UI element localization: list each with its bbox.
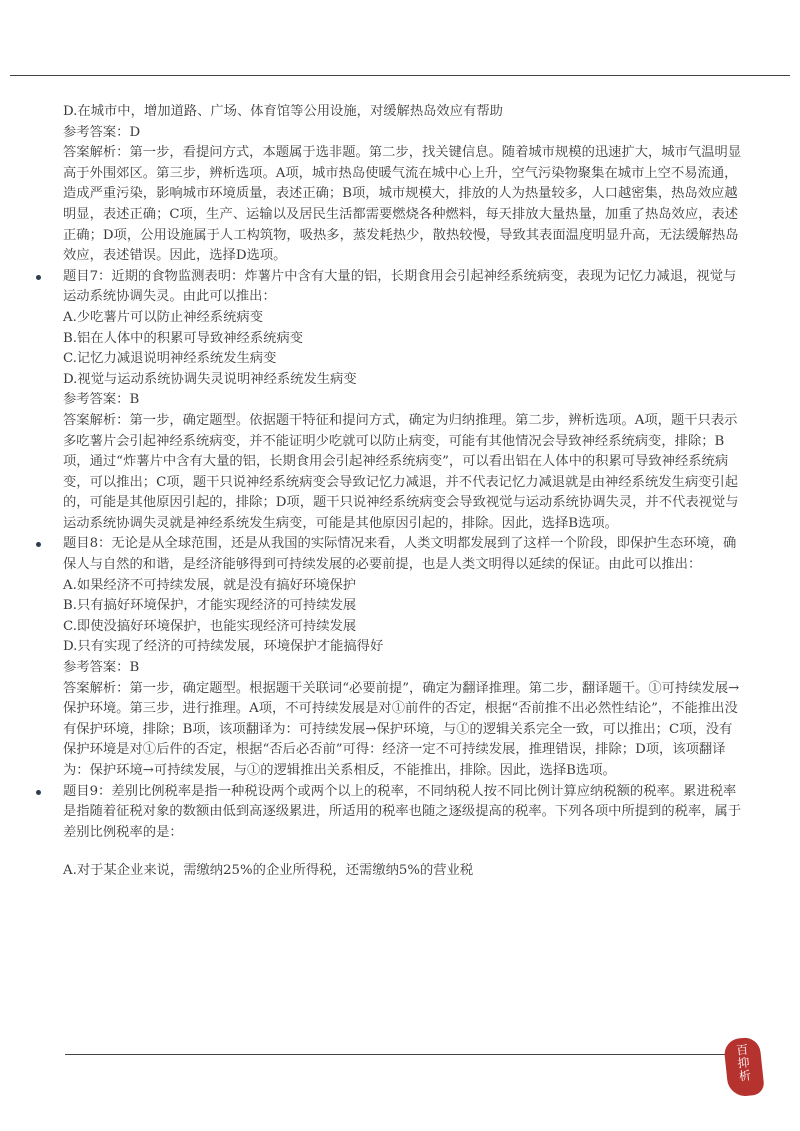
paragraph-text: D.在城市中，增加道路、广场、体育馆等公用设施，对缓解热岛效应有帮助 <box>63 104 503 119</box>
paragraph-text: A.如果经济不可持续发展，就是没有搞好环境保护 <box>63 577 357 593</box>
text-paragraph <box>63 308 743 329</box>
text-paragraph <box>63 596 743 617</box>
text-paragraph <box>63 658 743 679</box>
footer-rule <box>65 1054 725 1055</box>
text-paragraph <box>63 679 743 782</box>
text-paragraph <box>63 329 743 350</box>
question-stem <box>63 534 743 575</box>
document-body <box>63 102 743 882</box>
text-paragraph <box>63 123 743 144</box>
bullet-dot-icon <box>36 542 41 547</box>
paragraph-text: D.只有实现了经济的可持续发展，环境保护才能搞得好 <box>63 639 384 655</box>
text-paragraph <box>63 411 743 535</box>
question-stem <box>63 267 743 308</box>
text-paragraph <box>63 349 743 370</box>
seal-char: 抑 <box>736 1055 751 1071</box>
paragraph-text: 参考答案：B <box>63 392 140 408</box>
seal-char: 析 <box>738 1068 752 1084</box>
text-paragraph <box>63 576 743 597</box>
text-paragraph <box>63 390 743 411</box>
paragraph-text: D.视觉与运动系统协调失灵说明神经系统发生病变 <box>63 371 357 387</box>
seal-logo <box>723 1036 765 1097</box>
paragraph-text: 答案解析：第一步，确定题型。根据题干关联词“必要前提”，确定为翻译推理。第二步，翻译题干。①可持续发展→保护环境。第三步，进行推理。A项，不可持续发展是对①前件的否定，根据“否前推不出必然性结论”，不能推出没有保护环境，排除；B项，该项翻译为：可持续发展→保护环境，与①的逻辑关系完全一致，可以推出；C项，没有保护环境是对①后件的否定，根据“否后必否前”可得：经济一定不可持续发展，推理错误，排除；D项，该项翻译为：保护环境→可持续发展，与①的逻辑推出关系相反，不能推出，排除。因此，选择B选项。 <box>63 680 740 778</box>
text-paragraph <box>63 861 743 882</box>
text-paragraph <box>63 370 743 391</box>
text-paragraph <box>63 637 743 658</box>
paragraph-text: A.少吃薯片可以防止神经系统病变 <box>63 309 263 325</box>
question-stem <box>63 782 743 844</box>
paragraph-text: A.对于某企业来说，需缴纳25%的企业所得税，还需缴纳5%的营业税 <box>63 863 474 879</box>
paragraph-text: C.即使没搞好环境保护，也能实现经济可持续发展 <box>63 618 357 634</box>
bullet-dot-icon <box>36 275 41 280</box>
text-paragraph <box>63 617 743 638</box>
text-paragraph <box>63 143 743 267</box>
seal-char: 百 <box>735 1042 749 1058</box>
paragraph-text: 答案解析：第一步，确定题型。依据题干特征和提问方式，确定为归纳推理。第二步，辨析选项。A项，题干只表示多吃薯片会引起神经系统病变，并不能证明少吃就可以防止病变，可能有其他情况会导致神经系统病变，排除；B项，通过“炸薯片中含有大量的铝，长期食用会引起神经系统病变”，可以看出铝在人体中的积累可导致神经系统病变，可以推出；C项，题干只说神经系统病变会导致记忆力减退，并不代表记忆力减退就是由神经系统发生病变引起的，可能是其他原因引起的，排除；D项，题干只说神经系统病变会导致视觉与运动系统协调失灵，并不代表视觉与运动系统协调失灵就是神经系统发生病变，可能是其他原因引起的，排除。因此，选择B选项。 <box>63 412 739 531</box>
paragraph-text: 题目7：近期的食物监测表明：炸薯片中含有大量的铝，长期食用会引起神经系统病变，表现为记忆力减退，视觉与运动系统协调失灵。由此可以推出： <box>63 268 737 305</box>
bullet-dot-icon <box>36 790 41 795</box>
header-rule <box>10 75 790 76</box>
paragraph-text: B.铝在人体中的积累可导致神经系统病变 <box>63 330 304 346</box>
paragraph-text: 参考答案：B <box>63 660 140 676</box>
paragraph-text: C.记忆力减退说明神经系统发生病变 <box>63 351 277 367</box>
paragraph-text: 答案解析：第一步，看提问方式，本题属于选非题。第二步，找关键信息。随着城市规模的迅速扩大，城市气温明显高于外围郊区。第三步，辨析选项。A项，城市热岛使暖气流在城中心上升，空气污染物聚集在城市上空不易流通，造成严重污染，影响城市环境质量，表述正确；B项，城市规模大，排放的人为热量较多，人口越密集，热岛效应越明显，表述正确；C项，生产、运输以及居民生活都需要燃烧各种燃料，每天排放大量热量，加重了热岛效应，表述正确；D项，公用设施属于人工构筑物，吸热多，蒸发耗热少，散热较慢，导致其表面温度明显升高，无法缓解热岛效应，表述错误。因此，选择D选项。 <box>63 145 742 264</box>
paragraph-text: 参考答案：D <box>63 124 141 140</box>
paragraph-text: 题目8：无论是从全球范围，还是从我国的实际情况来看，人类文明都发展到了这样一个阶段，即保护生态环境，确保人与自然的和谐，是经济能够得到可持续发展的必要前提，也是人类文明得以延续的保证。由此可以推出： <box>63 536 737 573</box>
paragraph-text: B.只有搞好环境保护，才能实现经济的可持续发展 <box>63 598 357 614</box>
paragraph-text: 题目9：差别比例税率是指一种税设两个或两个以上的税率，不同纳税人按不同比例计算应纳税额的税率。累进税率是指随着征税对象的数额由低到高逐级累进，所适用的税率也随之逐级提高的税率。下列各项中所提到的税率，属于差别比例税率的是： <box>63 783 742 840</box>
text-paragraph <box>63 102 743 123</box>
